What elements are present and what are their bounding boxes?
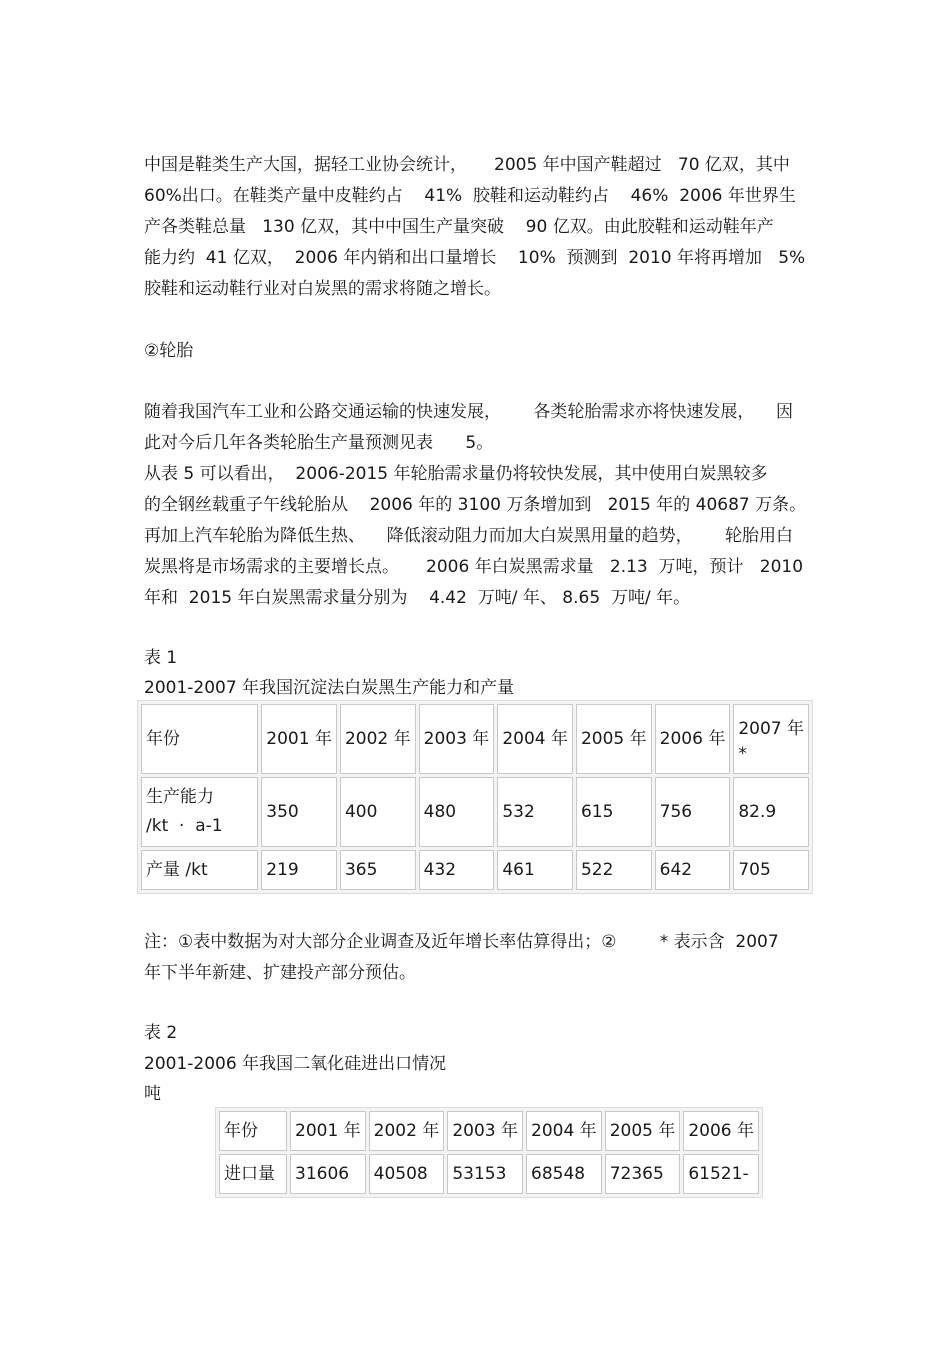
table-cell: 461 <box>497 850 573 890</box>
header-cell: 2004 年 <box>497 704 573 774</box>
header-cell: 2002 年 <box>340 704 416 774</box>
row-label-cell <box>141 777 258 847</box>
table-cell: 350 <box>261 777 337 847</box>
table-cell: 61521- <box>683 1154 759 1194</box>
table-cell: 480 <box>419 777 495 847</box>
text-line: 此对今后几年各类轮胎生产量预测见表 5。 <box>144 433 494 453</box>
table1-capacity-output <box>137 700 813 894</box>
text-line: 从表 5 可以看出， 2006-2015 年轮胎需求量仍将较快发展，其中使用白炭黑较多 <box>144 464 768 484</box>
intro-paragraph <box>144 150 814 305</box>
table-cell: 400 <box>340 777 416 847</box>
header-cell: 2006 年 <box>683 1111 759 1151</box>
header-cell: 2006 年 <box>655 704 731 774</box>
table1-caption: 2001-2007 年我国沉淀法白炭黑生产能力和产量 <box>144 678 515 698</box>
header-cell: 2001 年 <box>290 1111 366 1151</box>
table-row <box>141 777 809 847</box>
table-cell: 365 <box>340 850 416 890</box>
table-cell: 522 <box>576 850 652 890</box>
table-row <box>141 850 809 890</box>
table2-import-export <box>215 1107 763 1198</box>
text-line: 年和 2015 年白炭黑需求量分别为 4.42 万吨/ 年、 8.65 万吨/ 年。 <box>144 588 691 608</box>
table-cell: 642 <box>655 850 731 890</box>
text-line: 炭黑将是市场需求的主要增长点。 2006 年白炭黑需求量 2.13 万吨，预计 2010 <box>144 557 804 577</box>
table-cell: 72365 <box>605 1154 681 1194</box>
row-label-cell: 产量 /kt <box>141 850 258 890</box>
table2-caption: 2001-2006 年我国二氧化硅进出口情况 <box>144 1054 447 1074</box>
header-cell: 2003 年 <box>419 704 495 774</box>
table-cell: 705 <box>733 850 809 890</box>
header-cell <box>733 704 809 774</box>
text-line: 胶鞋和运动鞋行业对白炭黑的需求将随之增长。 <box>144 279 501 299</box>
header-cell: 2002 年 <box>369 1111 445 1151</box>
text-line: 60%出口。在鞋类产量中皮鞋约占 41% 胶鞋和运动鞋约占 46% 2006 年世界生 <box>144 186 796 206</box>
tire-paragraph <box>144 397 814 614</box>
text-line: 的全钢丝载重子午线轮胎从 2006 年的 3100 万条增加到 2015 年的 40687 万条。 <box>144 495 807 515</box>
header-cell: 年份 <box>219 1111 287 1151</box>
table-cell: 82.9 <box>733 777 809 847</box>
text-line: 能力约 41 亿双， 2006 年内销和出口量增长 10% 预测到 2010 年将再增加 5% <box>144 248 806 268</box>
table-cell: 31606 <box>290 1154 366 1194</box>
header-year-text: 2007 年 <box>738 718 804 739</box>
header-asterisk: * <box>738 743 747 764</box>
text-line: 产各类鞋总量 130 亿双，其中中国生产量突破 90 亿双。由此胶鞋和运动鞋年产 <box>144 217 774 237</box>
table-cell: 40508 <box>369 1154 445 1194</box>
table-header-row <box>219 1111 759 1151</box>
table-cell: 68548 <box>526 1154 602 1194</box>
text-line: 中国是鞋类生产大国，据轻工业协会统计， 2005 年中国产鞋超过 70 亿双，其中 <box>144 155 790 175</box>
table1-note <box>144 927 814 989</box>
table-cell: 615 <box>576 777 652 847</box>
header-cell: 年份 <box>141 704 258 774</box>
text-line: 注：①表中数据为对大部分企业调查及近年增长率估算得出；② * 表示含 2007 <box>144 932 779 952</box>
table-header-row <box>141 704 809 774</box>
header-cell: 2001 年 <box>261 704 337 774</box>
text-line: 随着我国汽车工业和公路交通运输的快速发展， 各类轮胎需求亦将快速发展， 因 <box>144 402 794 422</box>
table2-label: 表 2 <box>144 1023 178 1043</box>
table-cell: 532 <box>497 777 573 847</box>
row-label-cell: 进口量 <box>219 1154 287 1194</box>
table-row <box>219 1154 759 1194</box>
table-cell: 756 <box>655 777 731 847</box>
text-line: 年下半年新建、扩建投产部分预估。 <box>144 963 416 983</box>
row-label-line: 生产能力 <box>146 787 214 807</box>
section-heading: ②轮胎 <box>144 341 194 361</box>
header-cell: 2005 年 <box>576 704 652 774</box>
text-line: 再加上汽车轮胎为降低生热、 降低滚动阻力而加大白炭黑用量的趋势， 轮胎用白 <box>144 526 794 546</box>
header-cell: 2003 年 <box>447 1111 523 1151</box>
table-cell: 432 <box>419 850 495 890</box>
table2-unit: 吨 <box>144 1084 161 1104</box>
header-cell: 2005 年 <box>605 1111 681 1151</box>
row-label-unit: /kt · a-1 <box>146 816 223 836</box>
header-cell: 2004 年 <box>526 1111 602 1151</box>
table-cell: 53153 <box>447 1154 523 1194</box>
table-cell: 219 <box>261 850 337 890</box>
table1-label: 表 1 <box>144 648 178 668</box>
